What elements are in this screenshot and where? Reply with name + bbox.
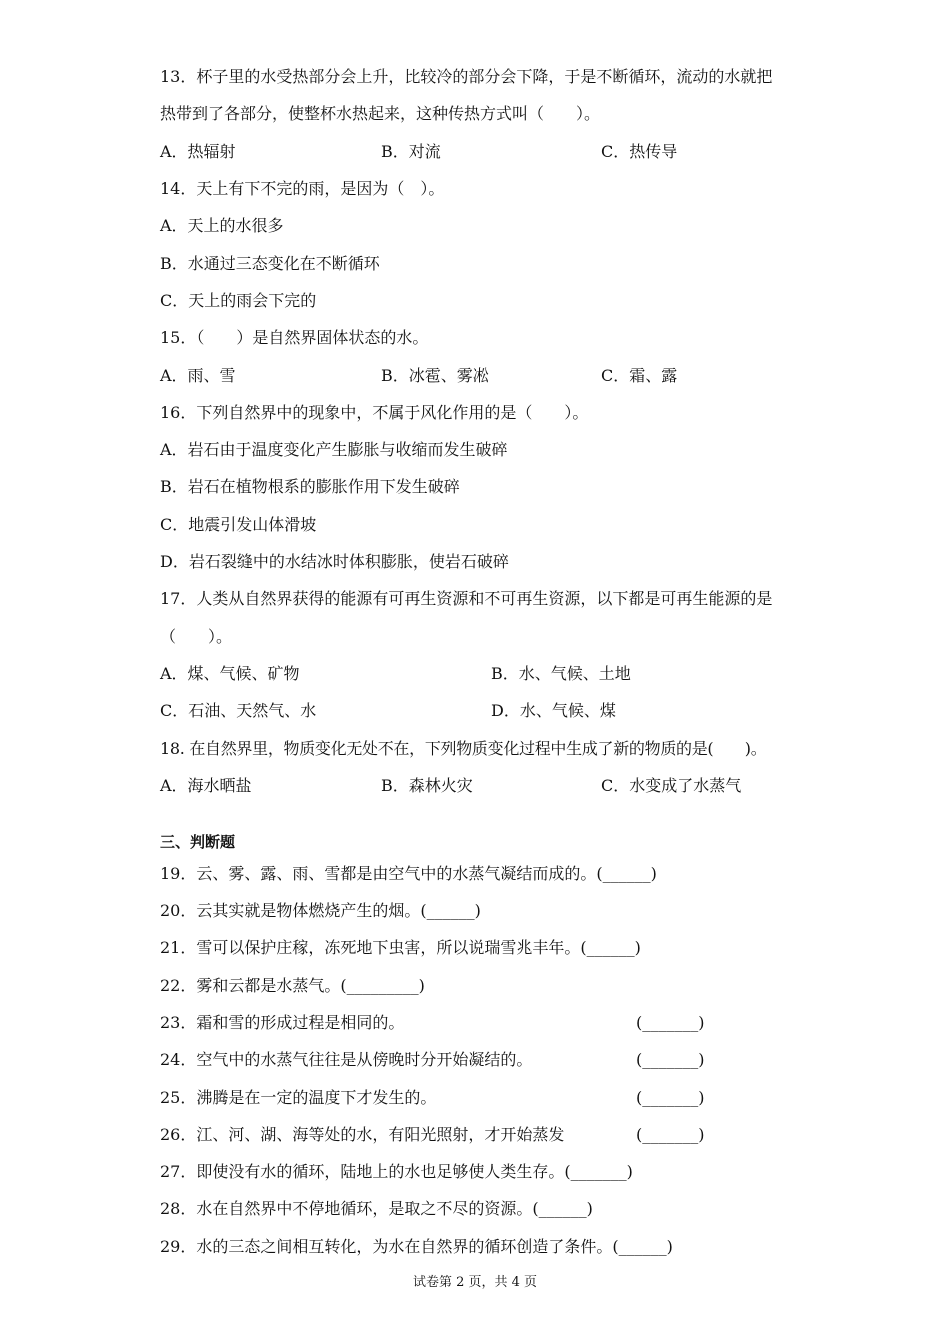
tf-item-27: 27．即使没有水的循环，陆地上的水也足够使人类生存。(_______) xyxy=(160,1162,633,1181)
tf-item-23: 23．霜和雪的形成过程是相同的。 xyxy=(160,1013,405,1032)
q17-option-a: A．煤、气候、矿物 xyxy=(160,664,300,683)
q14-stem: 14．天上有下不完的雨，是因为（ ）。 xyxy=(160,179,445,198)
section-heading-true-false: 三、判断题 xyxy=(160,833,236,851)
tf-item-19: 19．云、雾、露、雨、雪都是由空气中的水蒸气凝结而成的。(______) xyxy=(160,864,657,883)
page-footer: 试卷第 2 页，共 4 页 xyxy=(412,1275,538,1290)
q13-option-a: A．热辐射 xyxy=(160,142,236,161)
q13-stem-line2: 热带到了各部分，使整杯水热起来，这种传热方式叫（ ）。 xyxy=(160,104,601,123)
q17-option-d: D．水、气候、煤 xyxy=(491,701,616,720)
q14-option-b: B．水通过三态变化在不断循环 xyxy=(160,254,380,273)
q18-option-c: C．水变成了水蒸气 xyxy=(601,776,742,795)
tf-item-24: 24．空气中的水蒸气往往是从傍晚时分开始凝结的。 xyxy=(160,1050,533,1069)
q15-option-a: A．雨、雪 xyxy=(160,366,236,385)
tf-item-26: 26．江、河、湖、海等处的水，有阳光照射，才开始蒸发 xyxy=(160,1125,565,1144)
tf-item-21: 21．雪可以保护庄稼，冻死地下虫害，所以说瑞雪兆丰年。(______) xyxy=(160,938,641,957)
q15-stem: 15．（ ）是自然界固体状态的水。 xyxy=(160,328,429,347)
q16-option-d: D．岩石裂缝中的水结冰时体积膨胀，使岩石破碎 xyxy=(160,552,509,571)
q16-option-a: A．岩石由于温度变化产生膨胀与收缩而发生破碎 xyxy=(160,440,508,459)
tf-item-25: 25．沸腾是在一定的温度下才发生的。 xyxy=(160,1088,437,1107)
q16-stem: 16．下列自然界中的现象中，不属于风化作用的是（ ）。 xyxy=(160,403,589,422)
tf-answer-blank-23: (_______) xyxy=(636,1013,705,1032)
tf-answer-blank-24: (_______) xyxy=(636,1050,705,1069)
tf-item-20: 20．云其实就是物体燃烧产生的烟。(______) xyxy=(160,901,481,920)
q16-option-b: B．岩石在植物根系的膨胀作用下发生破碎 xyxy=(160,477,460,496)
q18-option-b: B．森林火灾 xyxy=(381,776,473,795)
tf-item-28: 28．水在自然界中不停地循环，是取之不尽的资源。(______) xyxy=(160,1199,593,1218)
tf-answer-blank-26: (_______) xyxy=(636,1125,705,1144)
q17-stem-line2: （ ）。 xyxy=(160,627,233,646)
q17-option-c: C．石油、天然气、水 xyxy=(160,701,317,720)
q15-option-b: B．冰雹、雾凇 xyxy=(381,366,489,385)
q17-stem-line1: 17．人类从自然界获得的能源有可再生资源和不可再生资源，以下都是可再生能源的是 xyxy=(160,589,773,608)
q14-option-a: A．天上的水很多 xyxy=(160,216,284,235)
q17-option-b: B．水、气候、土地 xyxy=(491,664,631,683)
q13-stem-line1: 13．杯子里的水受热部分会上升，比较冷的部分会下降，于是不断循环，流动的水就把 xyxy=(160,67,773,86)
q18-stem: 18. 在自然界里，物质变化无处不在，下列物质变化过程中生成了新的物质的是( )。 xyxy=(160,739,767,758)
tf-answer-blank-25: (_______) xyxy=(636,1088,705,1107)
tf-item-22: 22．雾和云都是水蒸气。(_________) xyxy=(160,976,425,995)
q16-option-c: C．地震引发山体滑坡 xyxy=(160,515,317,534)
q13-option-b: B．对流 xyxy=(381,142,441,161)
q13-option-c: C．热传导 xyxy=(601,142,678,161)
q14-option-c: C．天上的雨会下完的 xyxy=(160,291,317,310)
q18-option-a: A．海水晒盐 xyxy=(160,776,252,795)
q15-option-c: C．霜、露 xyxy=(601,366,678,385)
tf-item-29: 29．水的三态之间相互转化，为水在自然界的循环创造了条件。(______) xyxy=(160,1237,673,1256)
